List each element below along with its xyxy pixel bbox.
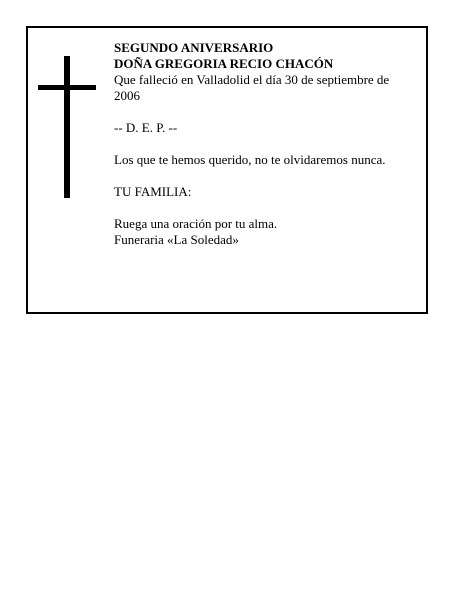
rip-line: -- D. E. P. -- — [114, 120, 178, 135]
obituary-notice — [26, 26, 428, 314]
anniversary-title: SEGUNDO ANIVERSARIO — [114, 40, 274, 55]
family-heading: TU FAMILIA: — [114, 184, 192, 199]
notice-text — [114, 40, 414, 248]
deceased-name: DOÑA GREGORIA RECIO CHACÓN — [114, 56, 334, 71]
funeral-home: Funeraria «La Soledad» — [114, 232, 239, 247]
prayer-line: Ruega una oración por tu alma. — [114, 216, 278, 231]
cross-icon — [64, 56, 70, 198]
cross-icon-bar — [38, 85, 96, 90]
message-line: Los que te hemos querido, no te olvidaremos nunca. — [114, 152, 386, 167]
death-details: Que falleció en Valladolid el día 30 de septiembre de 2006 — [114, 72, 390, 103]
